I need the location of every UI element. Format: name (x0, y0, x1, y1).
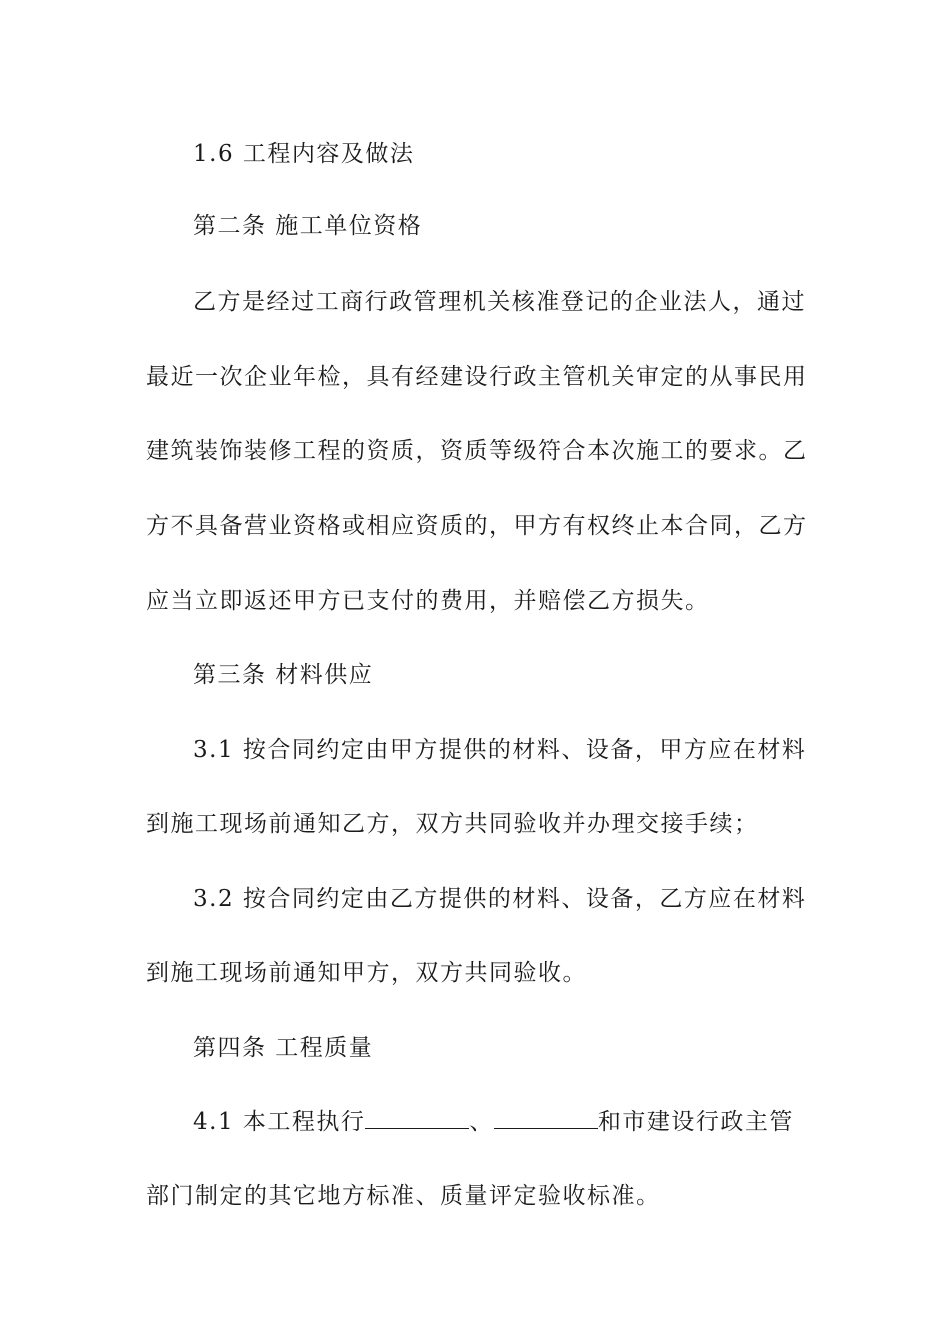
clause-3-1-line-2: 到施工现场前通知乙方，双方共同验收并办理交接手续； (146, 811, 759, 837)
clause-4-1-separator: 、 (469, 1109, 494, 1135)
clause-4-1-line-2: 部门制定的其它地方标准、质量评定验收标准。 (146, 1183, 661, 1209)
clause-3-1-line-1: 3.1 按合同约定由甲方提供的材料、设备，甲方应在材料 (193, 737, 807, 763)
clause-4-1-line-1 (193, 1107, 806, 1137)
article-2-paragraph-line-5: 应当立即返还甲方已支付的费用，并赔偿乙方损失。 (146, 588, 710, 614)
article-2-heading: 第二条 施工单位资格 (193, 213, 423, 239)
article-2-paragraph-line-3: 建筑装饰装修工程的资质，资质等级符合本次施工的要求。乙 (146, 438, 808, 464)
blank-field-2 (494, 1108, 598, 1129)
blank-field-1 (365, 1108, 469, 1129)
clause-3-2-line-2: 到施工现场前通知甲方，双方共同验收。 (146, 960, 587, 986)
clause-4-1-suffix: 和市建设行政主管 (597, 1109, 794, 1135)
article-2-paragraph-line-2: 最近一次企业年检，具有经建设行政主管机关审定的从事民用 (146, 364, 808, 390)
article-4-heading: 第四条 工程质量 (193, 1035, 374, 1061)
clause-4-1-prefix: 4.1 本工程执行 (193, 1109, 366, 1135)
article-2-paragraph-line-4: 方不具备营业资格或相应资质的，甲方有权终止本合同，乙方 (146, 513, 808, 539)
article-3-heading: 第三条 材料供应 (193, 662, 374, 688)
clause-3-2-line-1: 3.2 按合同约定由乙方提供的材料、设备，乙方应在材料 (193, 886, 807, 912)
section-1-6: 1.6 工程内容及做法 (193, 141, 415, 167)
article-2-paragraph-line-1: 乙方是经过工商行政管理机关核准登记的企业法人，通过 (193, 289, 806, 315)
